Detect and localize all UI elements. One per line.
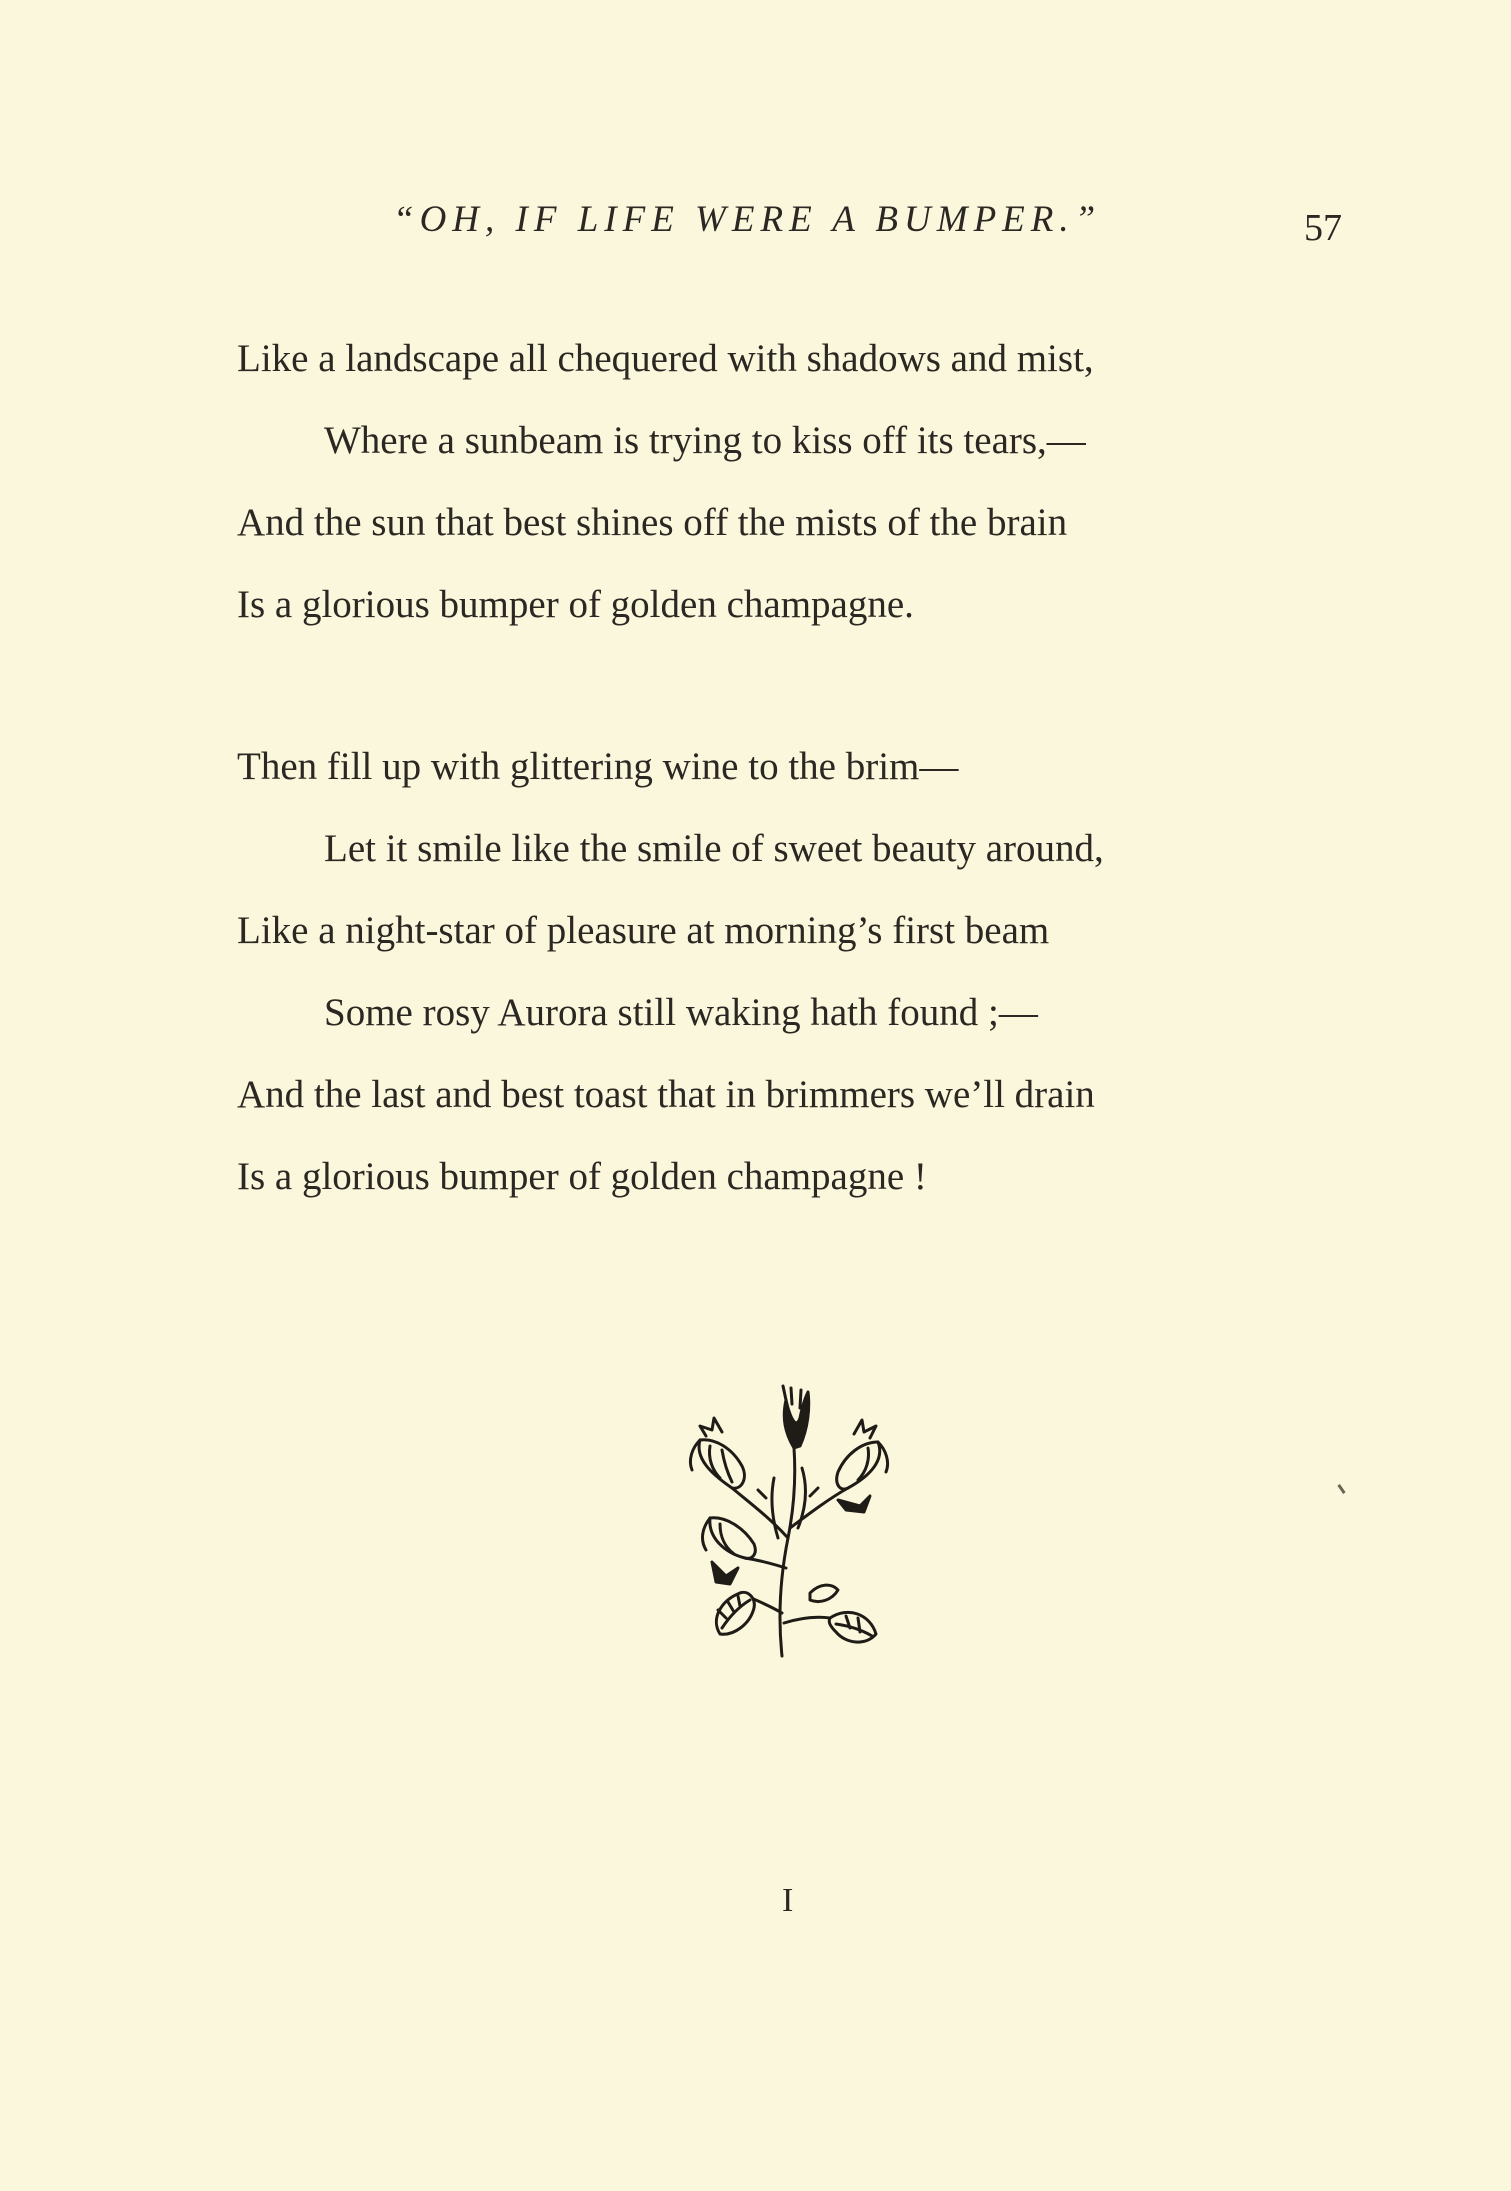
stanza — [237, 318, 1337, 646]
poem-line: And the sun that best shines off the mists of the brain — [237, 501, 1068, 544]
poem-line: Like a night-star of pleasure at morning’s first beam — [237, 909, 1050, 952]
poem-line: Some rosy Aurora still waking hath found ;— — [324, 991, 1038, 1034]
page-number: 57 — [1304, 207, 1342, 249]
signature-mark: I — [782, 1882, 794, 1919]
floral-bellflower-icon — [670, 1378, 910, 1663]
poem-line: Is a glorious bumper of golden champagne ! — [237, 1155, 927, 1198]
poem-line: And the last and best toast that in brimmers we’ll drain — [237, 1073, 1095, 1116]
poem-line: Like a landscape all chequered with shadows and mist, — [237, 337, 1094, 380]
stanza-gap — [237, 646, 1337, 726]
poem — [237, 318, 1337, 1218]
ink-speck — [1337, 1484, 1345, 1494]
poem-line: Where a sunbeam is trying to kiss off its tears,— — [324, 419, 1086, 462]
running-title: “OH, IF LIFE WERE A BUMPER.” — [393, 199, 1102, 240]
stanza — [237, 726, 1337, 1218]
poem-line: Then fill up with glittering wine to the brim— — [237, 745, 959, 788]
poem-line: Let it smile like the smile of sweet beauty around, — [324, 827, 1104, 870]
poem-line: Is a glorious bumper of golden champagne. — [237, 583, 914, 626]
